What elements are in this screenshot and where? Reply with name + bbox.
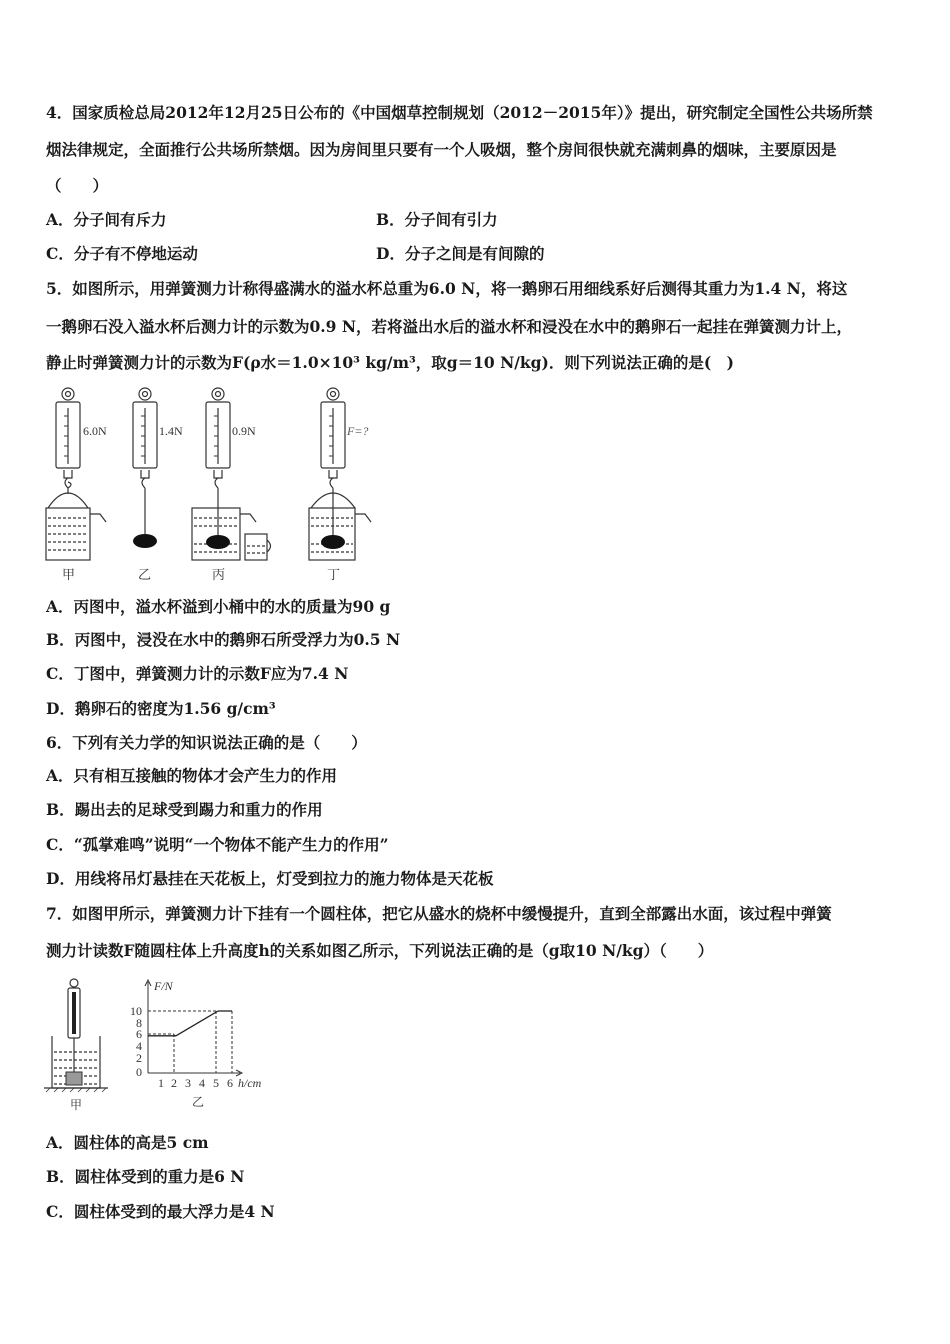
q5-scale-jia [46, 388, 106, 560]
q5-stone-bing [206, 535, 230, 549]
q7-figure [40, 976, 280, 1116]
q7-x-tick-2: 2 [171, 1076, 177, 1090]
q5-option-d: D．鹅卵石的密度为1.56 g/cm³ [46, 699, 276, 718]
q5-stone-yi [133, 534, 157, 548]
q7-y-tick-8: 8 [136, 1016, 142, 1030]
q6-option-a: A．只有相互接触的物体才会产生力的作用 [46, 766, 338, 785]
q7-option-c: C．圆柱体受到的最大浮力是4 N [46, 1202, 275, 1221]
q5-option-c: C．丁图中，弹簧测力计的示数F应为7.4 N [46, 664, 349, 683]
q7-label-jia: 甲 [70, 1098, 83, 1112]
q4-option-d: D．分子之间是有间隙的 [376, 244, 545, 263]
q5-scale-bing [192, 388, 271, 560]
q4-stem-line1: 4．国家质检总局2012年12月25日公布的《中国烟草控制规划（2012－2015年）》提出，研究制定全国性公共场所禁 [46, 103, 873, 122]
q4-option-a: A．分子间有斥力 [46, 210, 167, 229]
q7-label-yi: 乙 [192, 1095, 205, 1109]
q7-x-tick-5: 5 [213, 1076, 219, 1090]
q7-stem-line1: 7．如图甲所示，弹簧测力计下挂有一个圆柱体，把它从盛水的烧杯中缓慢提升，直到全部露出水面，该过程中弹簧 [46, 904, 832, 923]
q7-cylinder [66, 1072, 82, 1085]
q6-option-b: B．踢出去的足球受到踢力和重力的作用 [46, 800, 323, 819]
q6-option-c: C．“孤掌难鸣”说明“一个物体不能产生力的作用” [46, 835, 389, 854]
q7-y-tick-6: 6 [136, 1027, 142, 1041]
q5-label-yi: 乙 [138, 567, 152, 582]
q7-y-tick-2: 2 [136, 1051, 142, 1065]
q5-option-a: A．丙图中，溢水杯溢到小桶中的水的质量为90 g [46, 597, 391, 616]
q7-y-tick-0: 0 [136, 1065, 142, 1079]
q7-y-axis-label: F/N [154, 979, 173, 993]
q5-stone-ding [321, 535, 345, 549]
q5-label-ding: 丁 [327, 567, 341, 582]
q4-stem-line2: 烟法律规定，全面推行公共场所禁烟。因为房间里只要有一个人吸烟，整个房间很快就充满刺鼻的烟味，主要原因是 [46, 140, 837, 159]
q7-y-tick-10: 10 [130, 1004, 142, 1018]
q4-option-b: B．分子间有引力 [376, 210, 498, 229]
q4-stem-line3: （ ） [46, 176, 109, 195]
q5-reading-ding: F=? [347, 424, 369, 438]
q7-option-a: A．圆柱体的高是5 cm [46, 1133, 209, 1152]
q5-label-jia: 甲 [62, 567, 76, 582]
q5-stem-line2: 一鹅卵石没入溢水杯后测力计的示数为0.9 N，若将溢出水后的溢水杯和浸没在水中的鹅卵石一起挂在弹簧测力计上， [46, 317, 853, 336]
q6-stem: 6．下列有关力学的知识说法正确的是（ ） [46, 733, 367, 752]
q5-scale-ding [309, 388, 371, 560]
q4-option-c: C．分子有不停地运动 [46, 244, 198, 263]
q5-option-b: B．丙图中，浸没在水中的鹅卵石所受浮力为0.5 N [46, 630, 401, 649]
q5-figure [40, 386, 385, 586]
q5-reading-jia: 6.0N [83, 424, 107, 438]
q6-option-d: D．用线将吊灯悬挂在天花板上，灯受到拉力的施力物体是天花板 [46, 869, 494, 888]
q7-chart-axes [145, 980, 242, 1076]
q5-label-bing: 丙 [212, 567, 226, 582]
q5-stem-line1: 5．如图所示，用弹簧测力计称得盛满水的溢水杯总重为6.0 N，将一鹅卵石用细线系好后测得其重力为1.4 N，将这 [46, 279, 848, 298]
q7-y-tick-4: 4 [136, 1039, 142, 1053]
q7-chart-guides [148, 1011, 232, 1073]
q5-scale-yi [133, 388, 157, 534]
q7-stem-line2: 测力计读数F随圆柱体上升高度h的关系如图乙所示，下列说法正确的是（g取10 N/kg）（ ） [46, 941, 714, 960]
q7-x-tick-4: 4 [199, 1076, 205, 1090]
q7-x-tick-3: 3 [185, 1076, 191, 1090]
q7-series-segment [176, 1011, 218, 1036]
q7-option-b: B．圆柱体受到的重力是6 N [46, 1167, 245, 1186]
q5-reading-bing: 0.9N [232, 424, 256, 438]
q7-x-axis-label: h/cm [238, 1076, 262, 1090]
q5-stem-line3: 静止时弹簧测力计的示数为F(ρ水＝1.0×10³ kg/m³，取g＝10 N/kg)．则下列说法正确的是( ) [46, 353, 734, 372]
q7-x-tick-6: 6 [227, 1076, 233, 1090]
q5-reading-yi: 1.4N [159, 424, 183, 438]
q7-x-tick-1: 1 [158, 1076, 164, 1090]
q7-chart-series [148, 1011, 232, 1036]
